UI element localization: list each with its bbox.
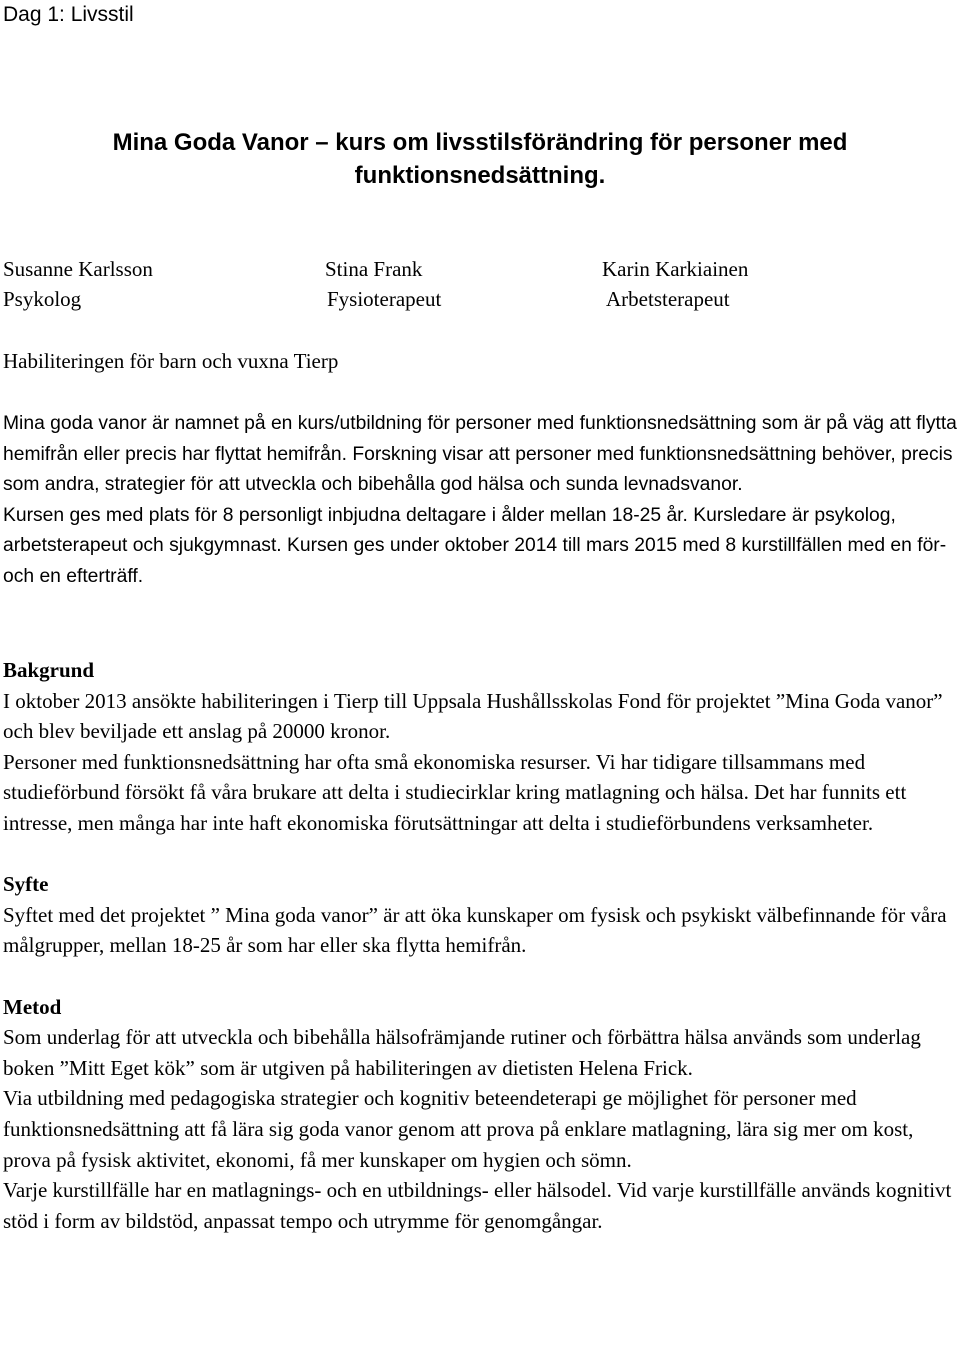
body-sections [3, 655, 958, 1236]
author-role: Psykolog [3, 287, 82, 311]
metod-paragraph: Via utbildning med pedagogiska strategier och kognitiv beteendeterapi ge möjlighet för personer med funktionsnedsättning att få lära sig goda vanor genom att prova på enklare matlagning, lära sig mer om kost, prova på fysisk aktivitet, ekonomi, få mer kunskaper om hygien och sömn. [3, 1086, 914, 1172]
author-role: Fysioterapeut [327, 287, 442, 311]
section-heading-syfte: Syfte [3, 872, 49, 897]
bakgrund-paragraph: Personer med funktionsnedsättning har ofta små ekonomiska resurser. Vi har tidigare tillsammans med studieförbund försökt få våra brukare att delta i studiecirklar kring matlagning och hälsa. Det har funnits ett intresse, men många har inte haft ekonomiska förutsättningar att delta i studieförbundens verksamheter. [3, 749, 907, 835]
metod-paragraph: Varje kurstillfälle har en matlagnings- och en utbildnings- eller hälsodel. Vid varje kurstillfälle används kognitivt stöd i form av bildstöd, anpassat tempo och utrymme för genomgångar. [3, 1178, 952, 1233]
section-spacer [3, 961, 958, 992]
author-name: Stina Frank [325, 257, 423, 281]
organization-name: Habiliteringen för barn och vuxna Tierp [3, 349, 339, 373]
document-title [0, 126, 960, 192]
intro-paragraph: Mina goda vanor är namnet på en kurs/utbildning för personer med funktionsnedsättning som är på väg att flytta hemifrån eller precis har flyttat hemifrån. Forskning visar att personer med funktionsnedsättning behöver, precis som andra, strategier för att utveckla och bibehålla god hälsa och sunda levnadsvanor. [3, 413, 957, 496]
document-title-line-1: Mina Goda Vanor – kurs om livsstilsförändring för personer med [112, 129, 848, 156]
author-name: Susanne Karlsson [3, 257, 153, 281]
intro-paragraph: Kursen ges med plats för 8 personligt inbjudna deltagare i ålder mellan 18-25 år. Kursledare är psykolog, arbetsterapeut och sjukgymnast. Kursen ges under oktober 2014 till mars 2015 med 8 kurstillfällen med en för- och en efterträff. [3, 504, 947, 587]
metod-paragraph: Som underlag för att utveckla och bibehålla hälsofrämjande rutiner och förbättra hälsa används som underlag boken ”Mitt Eget kök” som är utgiven på habiliteringen av dietisten Helena Frick. [3, 1025, 921, 1080]
syfte-paragraph: Syftet med det projektet ” Mina goda vanor” är att öka kunskaper om fysisk och psykiskt välbefinnande för våra målgrupper, mellan 18-25 år som har eller ska flytta hemifrån. [3, 902, 947, 958]
author-block [325, 254, 441, 314]
author-role: Arbetsterapeut [606, 287, 730, 311]
intro-section [3, 409, 958, 593]
day-label: Dag 1: Livsstil [3, 3, 134, 26]
author-block [3, 254, 153, 314]
section-spacer [3, 839, 958, 870]
section-heading-bakgrund: Bakgrund [3, 658, 95, 682]
author-block [602, 254, 748, 314]
section-heading-metod: Metod [3, 994, 62, 1019]
bakgrund-paragraph: I oktober 2013 ansökte habiliteringen i Tierp till Uppsala Hushållsskolas Fond för projektet ”Mina Goda vanor” och blev beviljade ett anslag på 20000 kronor. [3, 688, 943, 744]
author-name: Karin Karkiainen [602, 257, 749, 281]
document-title-line-2: funktionsnedsättning. [354, 162, 606, 189]
